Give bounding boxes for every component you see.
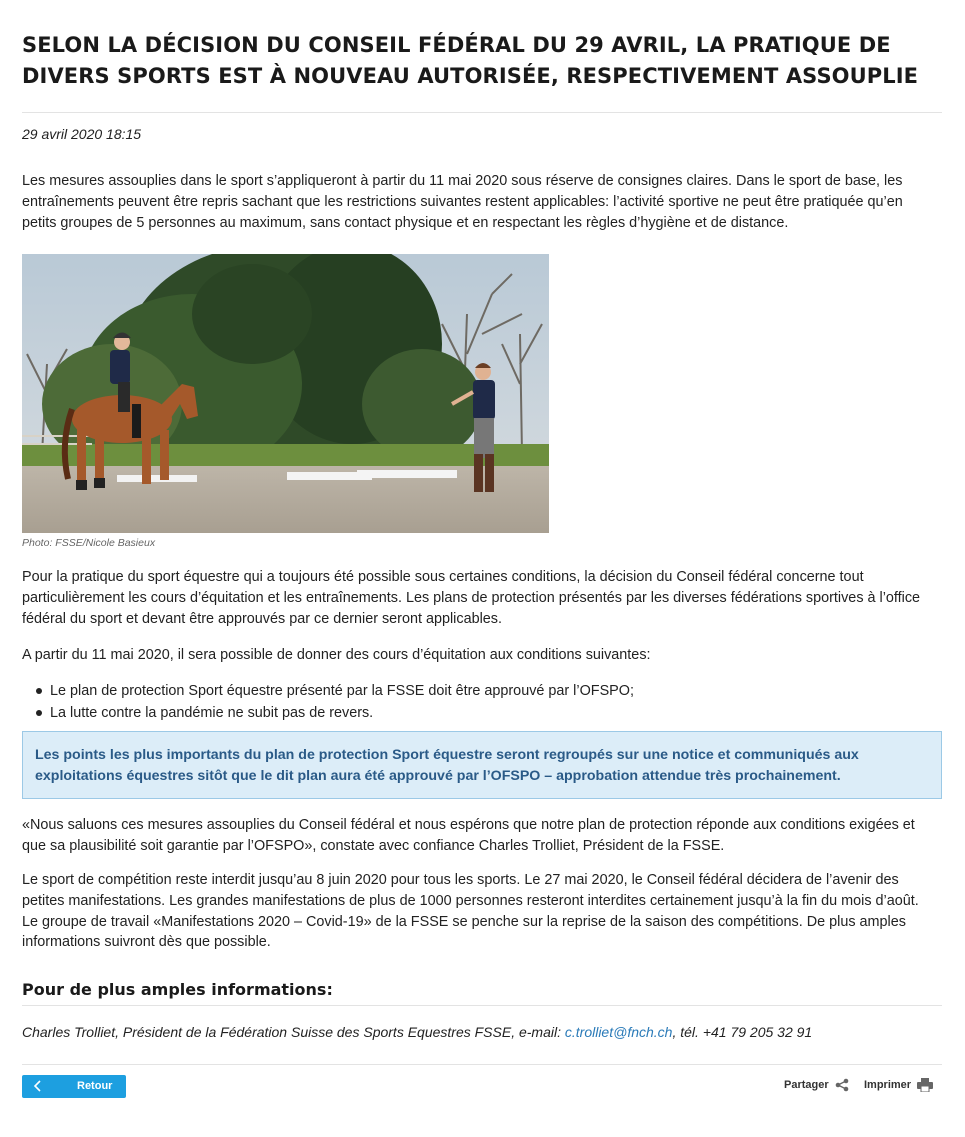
contact-email-link[interactable]: c.trolliet@fnch.ch: [564, 1024, 673, 1040]
list-item: Le plan de protection Sport équestre présenté par la FSSE doit être approuvé par l’OFSPO;: [22, 680, 922, 702]
print-label: Imprimer: [864, 1079, 912, 1091]
footer-divider: [22, 1064, 942, 1065]
riding-lesson-image: [22, 254, 549, 533]
share-button[interactable]: [784, 1078, 849, 1092]
quote-paragraph: «Nous saluons ces mesures assouplies du Conseil fédéral et nous espérons que notre plan de protection réponde aux conditions exigées et que sa plausibilité soit garantie par l’OFSPO», constate avec confiance Charles Trolliet, Président de la FSSE.: [22, 817, 915, 854]
contact-line: [22, 1024, 812, 1040]
more-info-divider: [22, 1005, 942, 1006]
conditions-list: [22, 680, 922, 724]
print-button[interactable]: [864, 1078, 933, 1092]
more-info-heading: Pour de plus amples informations:: [22, 980, 333, 999]
chevron-left-icon: [32, 1080, 44, 1092]
paragraph-conditions-intro: A partir du 11 mai 2020, il sera possible de donner des cours d’équitation aux conditions suivantes:: [22, 647, 651, 663]
contact-suffix: , tél. +41 79 205 32 91: [672, 1024, 813, 1040]
printer-icon: [917, 1078, 933, 1092]
back-button[interactable]: [22, 1075, 126, 1098]
photo-caption: Photo: FSSE/Nicole Basieux: [22, 537, 156, 549]
contact-prefix: Charles Trolliet, Président de la Fédération Suisse des Sports Equestres FSSE, e-mail:: [22, 1024, 565, 1040]
back-button-label: Retour: [77, 1080, 113, 1092]
paragraph-equestrian: Pour la pratique du sport équestre qui a toujours été possible sous certaines conditions, la décision du Conseil fédéral concerne tout particulièrement les cours d’équitation et les entraînements. Les plans de protection présentés par les diverses fédérations sportives à l’office fédéral du sport et devant être approuvés par ce dernier seront applicables.: [22, 569, 921, 627]
notice-box: Les points les plus importants du plan de protection Sport équestre seront regroupés sur une notice et communiqués aux exploitations équestres sitôt que le dit plan aura été approuvé par l’OFSPO – approbation attendue très prochainement.: [22, 731, 942, 799]
competition-paragraph: Le sport de compétition reste interdit jusqu’au 8 juin 2020 pour tous les sports. Le 27 mai 2020, le Conseil fédéral décidera de l’avenir des petites manifestations. Les grandes manifestations de plus de 1000 personnes resteront interdites certainement jusqu’à la fin du mois d’août. Le groupe de travail «Manifestations 2020 – Covid-19» de la FSSE se penche sur la reprise de la saison des compétitions. De plus amples informations suivront dès que possible.: [22, 872, 919, 951]
share-label: Partager: [784, 1079, 829, 1091]
share-icon: [835, 1078, 849, 1092]
list-item: La lutte contre la pandémie ne subit pas de revers.: [22, 702, 922, 724]
article-photo: [22, 254, 549, 533]
intro-paragraph: Les mesures assouplies dans le sport s’appliqueront à partir du 11 mai 2020 sous réserve de consignes claires. Dans le sport de base, les entraînements peuvent être repris sachant que les restrictions suivantes restent applicables: l’activité sportive ne peut être pratiquée qu’en petits groupes de 5 personnes au maximum, sans contact physique et en respectant les règles d’hygiène et de distance.: [22, 173, 903, 231]
article-title: SELON LA DÉCISION DU CONSEIL FÉDÉRAL DU 29 AVRIL, LA PRATIQUE DE DIVERS SPORTS EST À NOUVEAU AUTORISÉE, RESPECTIVEMENT ASSOUPLIE: [22, 33, 919, 88]
title-divider: [22, 112, 942, 113]
article-date: 29 avril 2020 18:15: [22, 126, 142, 142]
